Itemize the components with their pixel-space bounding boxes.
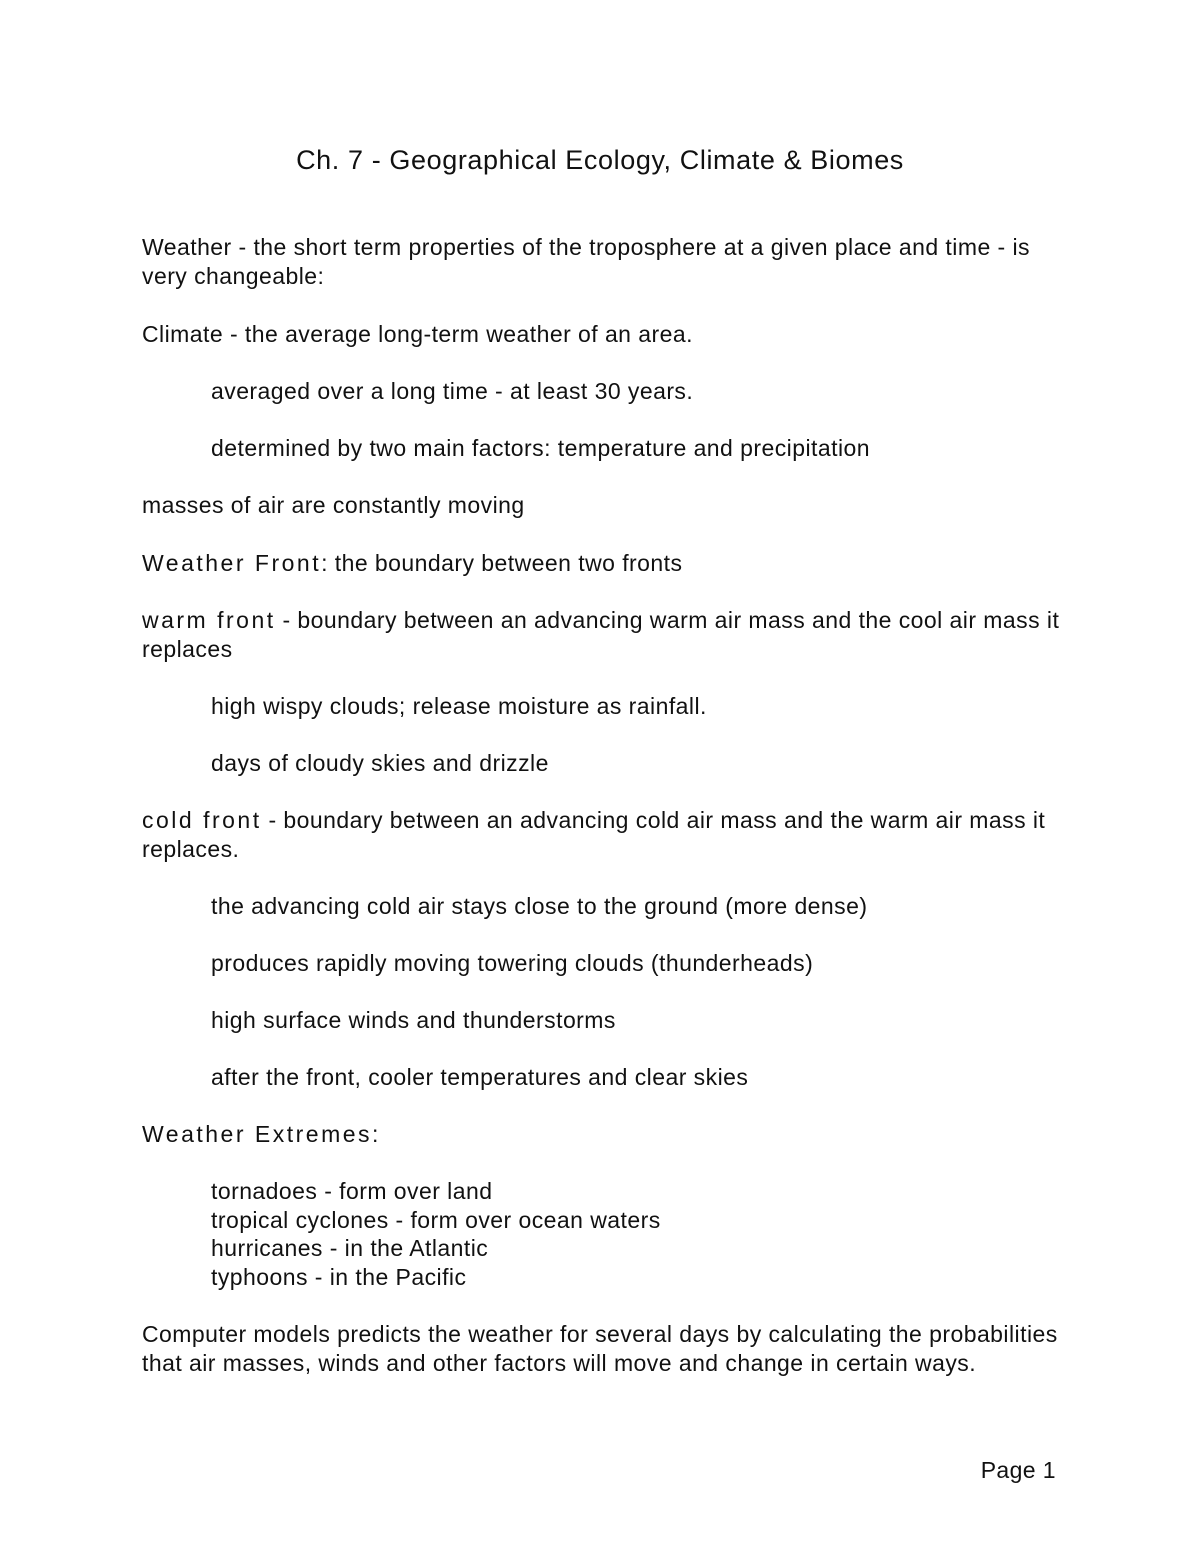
warm-front-definition <box>142 606 1072 663</box>
warm-front-point: high wispy clouds; release moisture as rainfall. <box>211 693 707 719</box>
extreme-item: typhoons - in the Pacific <box>211 1264 467 1290</box>
cold-front-point: high surface winds and thunderstorms <box>211 1007 616 1033</box>
extreme-item: tropical cyclones - form over ocean waters <box>211 1207 661 1233</box>
cold-front-point: produces rapidly moving towering clouds (thunderheads) <box>211 950 814 976</box>
air-masses-note: masses of air are constantly moving <box>142 492 525 518</box>
page-title: Ch. 7 - Geographical Ecology, Climate & Biomes <box>296 145 904 175</box>
climate-point: determined by two main factors: temperature and precipitation <box>211 435 870 461</box>
extreme-item: tornadoes - form over land <box>211 1178 493 1204</box>
warm-front-point: days of cloudy skies and drizzle <box>211 750 549 776</box>
climate-point: averaged over a long time - at least 30 years. <box>211 378 694 404</box>
warm-front-text: - boundary between an advancing warm air mass and the cool air mass it replaces <box>142 607 1060 662</box>
cold-front-text: - boundary between an advancing cold air mass and the warm air mass it replaces. <box>142 807 1046 862</box>
weather-front-text: : the boundary between two fronts <box>321 550 683 576</box>
extreme-item: hurricanes - in the Atlantic <box>211 1235 489 1261</box>
cold-front-point: after the front, cooler temperatures and clear skies <box>211 1064 749 1090</box>
cold-front-point: the advancing cold air stays close to the ground (more dense) <box>211 893 868 919</box>
weather-extremes-heading: Weather Extremes: <box>142 1121 381 1147</box>
cold-front-term: cold front <box>142 807 262 833</box>
weather-front-definition <box>142 549 1072 578</box>
page-number: Page 1 <box>980 1457 1056 1483</box>
weather-definition: Weather - the short term properties of the troposphere at a given place and time - is very changeable: <box>142 234 1030 289</box>
climate-definition: Climate - the average long-term weather of an area. <box>142 321 693 347</box>
weather-front-term: Weather Front <box>142 550 322 576</box>
warm-front-term: warm front <box>142 607 276 633</box>
computer-models-paragraph: Computer models predicts the weather for several days by calculating the probabilities that air masses, winds and other factors will move and change in certain ways. <box>142 1321 1058 1376</box>
cold-front-definition <box>142 806 1072 863</box>
